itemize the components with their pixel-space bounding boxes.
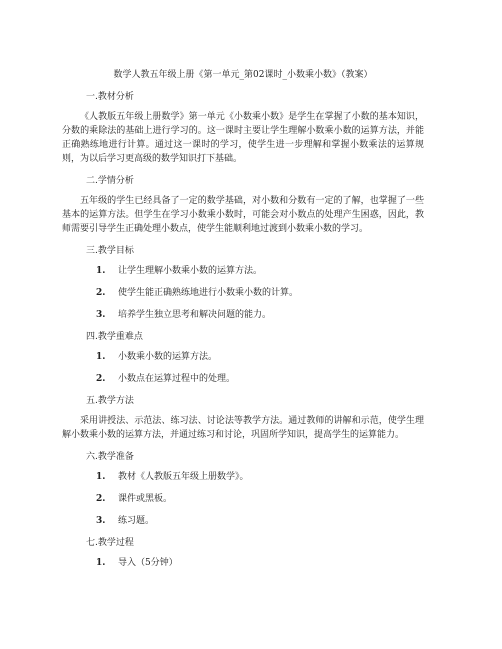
section-key-difficult-points (62, 330, 424, 386)
section-heading: 四.教学重难点 (86, 332, 143, 342)
list-item-number: 2. (96, 288, 106, 298)
section-paragraph: 五年级的学生已经具备了一定的数学基础，对小数和分数有一定的了解，也掌握了一些基本的运算方法。但学生在学习小数乘小数时，可能会对小数点的处理产生困惑，因此，教师需要引导学生正确处理小数点，使学生能顺利地过渡到小数乘小数的学习。 (62, 196, 424, 234)
list-item-text: 培养学生独立思考和解决问题的能力。 (118, 310, 272, 320)
list-item-number: 2. (96, 374, 106, 384)
list-item (96, 492, 424, 506)
section-heading: 五.教学方法 (86, 396, 134, 406)
section-textbook-analysis (62, 90, 424, 166)
list-item (96, 514, 424, 528)
section-teaching-preparation (62, 450, 424, 528)
list-item-number: 1. (96, 352, 106, 362)
list-item-text: 教材《人教版五年级上册数学》。 (118, 472, 249, 482)
section-teaching-process (62, 536, 424, 570)
list-item-number: 3. (96, 310, 106, 320)
document-title: 数学人教五年级上册《第一单元_第02课时_小数乘小数》（教案） (113, 70, 373, 80)
key-points-list (62, 350, 424, 386)
section-teaching-goals (62, 244, 424, 322)
list-item-text: 导入（5分钟） (118, 558, 178, 568)
section-student-analysis (62, 174, 424, 236)
list-item (96, 470, 424, 484)
list-item-text: 小数乘小数的运算方法。 (118, 352, 218, 362)
list-item (96, 286, 424, 300)
section-teaching-methods (62, 394, 424, 442)
section-paragraph: 采用讲授法、示范法、练习法、讨论法等教学方法。通过教师的讲解和示范，使学生理解小数乘小数的运算方法，并通过练习和讨论，巩固所学知识，提高学生的运算能力。 (62, 416, 424, 440)
list-item (96, 556, 424, 570)
section-paragraph: 《人教版五年级上册数学》第一单元《小数乘小数》是学生在掌握了小数的基本知识，分数的乘除法的基础上进行学习的。这一课时主要让学生理解小数乘小数的运算方法，并能正确熟练地进行计算。通过这一课时的学习，使学生进一步理解和掌握小数乘法的运算规则，为以后学习更高级的数学知识打下基础。 (62, 112, 424, 164)
section-heading: 七.教学过程 (86, 538, 134, 548)
list-item (96, 372, 424, 386)
list-item-number: 2. (96, 494, 106, 504)
list-item-text: 小数点在运算过程中的处理。 (118, 374, 236, 384)
list-item-number: 1. (96, 558, 106, 568)
list-item-text: 使学生能正确熟练地进行小数乘小数的计算。 (118, 288, 299, 298)
list-item (96, 350, 424, 364)
list-item (96, 264, 424, 278)
process-list (62, 556, 424, 570)
section-heading: 一.教材分析 (86, 92, 134, 102)
section-heading: 二.学情分析 (86, 176, 134, 186)
list-item-number: 1. (96, 472, 106, 482)
list-item-number: 1. (96, 266, 106, 276)
list-item-text: 课件或黑板。 (118, 494, 173, 504)
section-heading: 三.教学目标 (86, 246, 134, 256)
list-item-text: 让学生理解小数乘小数的运算方法。 (118, 266, 263, 276)
preparation-list (62, 470, 424, 528)
list-item-text: 练习题。 (118, 516, 155, 526)
section-heading: 六.教学准备 (86, 452, 134, 462)
goals-list (62, 264, 424, 322)
list-item-number: 3. (96, 516, 106, 526)
list-item (96, 308, 424, 322)
